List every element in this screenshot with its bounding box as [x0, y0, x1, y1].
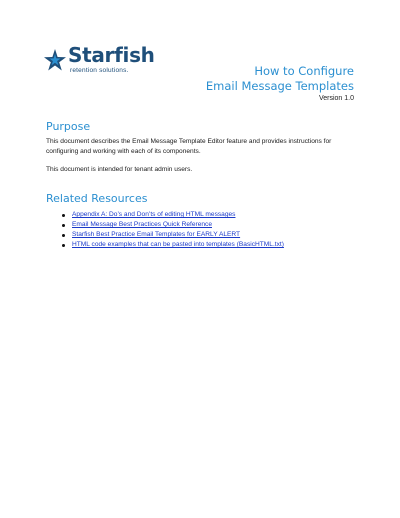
link-appendix-a[interactable]: Appendix A: Do’s and Don’ts of editing HTML messages [72, 211, 236, 218]
bullet-icon [62, 214, 65, 217]
list-item [62, 220, 284, 230]
logo-brand-text: Starfish [68, 43, 155, 67]
purpose-paragraph-2: This document is intended for tenant admin users. [46, 166, 193, 173]
title-line-2: Email Message Templates [205, 79, 354, 93]
bullet-icon [62, 234, 65, 237]
purpose-paragraph-1: This document describes the Email Message Template Editor feature and provides instructions for configuring and working with each of its components. [46, 138, 332, 155]
logo-tagline: retention solutions. [70, 67, 129, 74]
title-line-1: How to Configure [254, 64, 354, 78]
list-item [62, 210, 284, 220]
starfish-logo [42, 42, 162, 76]
document-title-block [206, 64, 354, 104]
bullet-icon [62, 244, 65, 247]
related-resources-list [62, 210, 284, 250]
link-early-alert-templates[interactable]: Starfish Best Practice Email Templates for EARLY ALERT [72, 231, 241, 238]
related-resources-heading: Related Resources [46, 192, 148, 205]
purpose-heading: Purpose [46, 120, 91, 133]
starfish-logo-icon [42, 48, 68, 74]
link-quick-reference[interactable]: Email Message Best Practices Quick Reference [72, 221, 212, 228]
list-item [62, 230, 284, 240]
version-label: Version 1.0 [318, 95, 354, 102]
list-item [62, 240, 284, 250]
bullet-icon [62, 224, 65, 227]
link-html-code-examples[interactable]: HTML code examples that can be pasted into templates (BasicHTML.txt) [72, 241, 284, 248]
